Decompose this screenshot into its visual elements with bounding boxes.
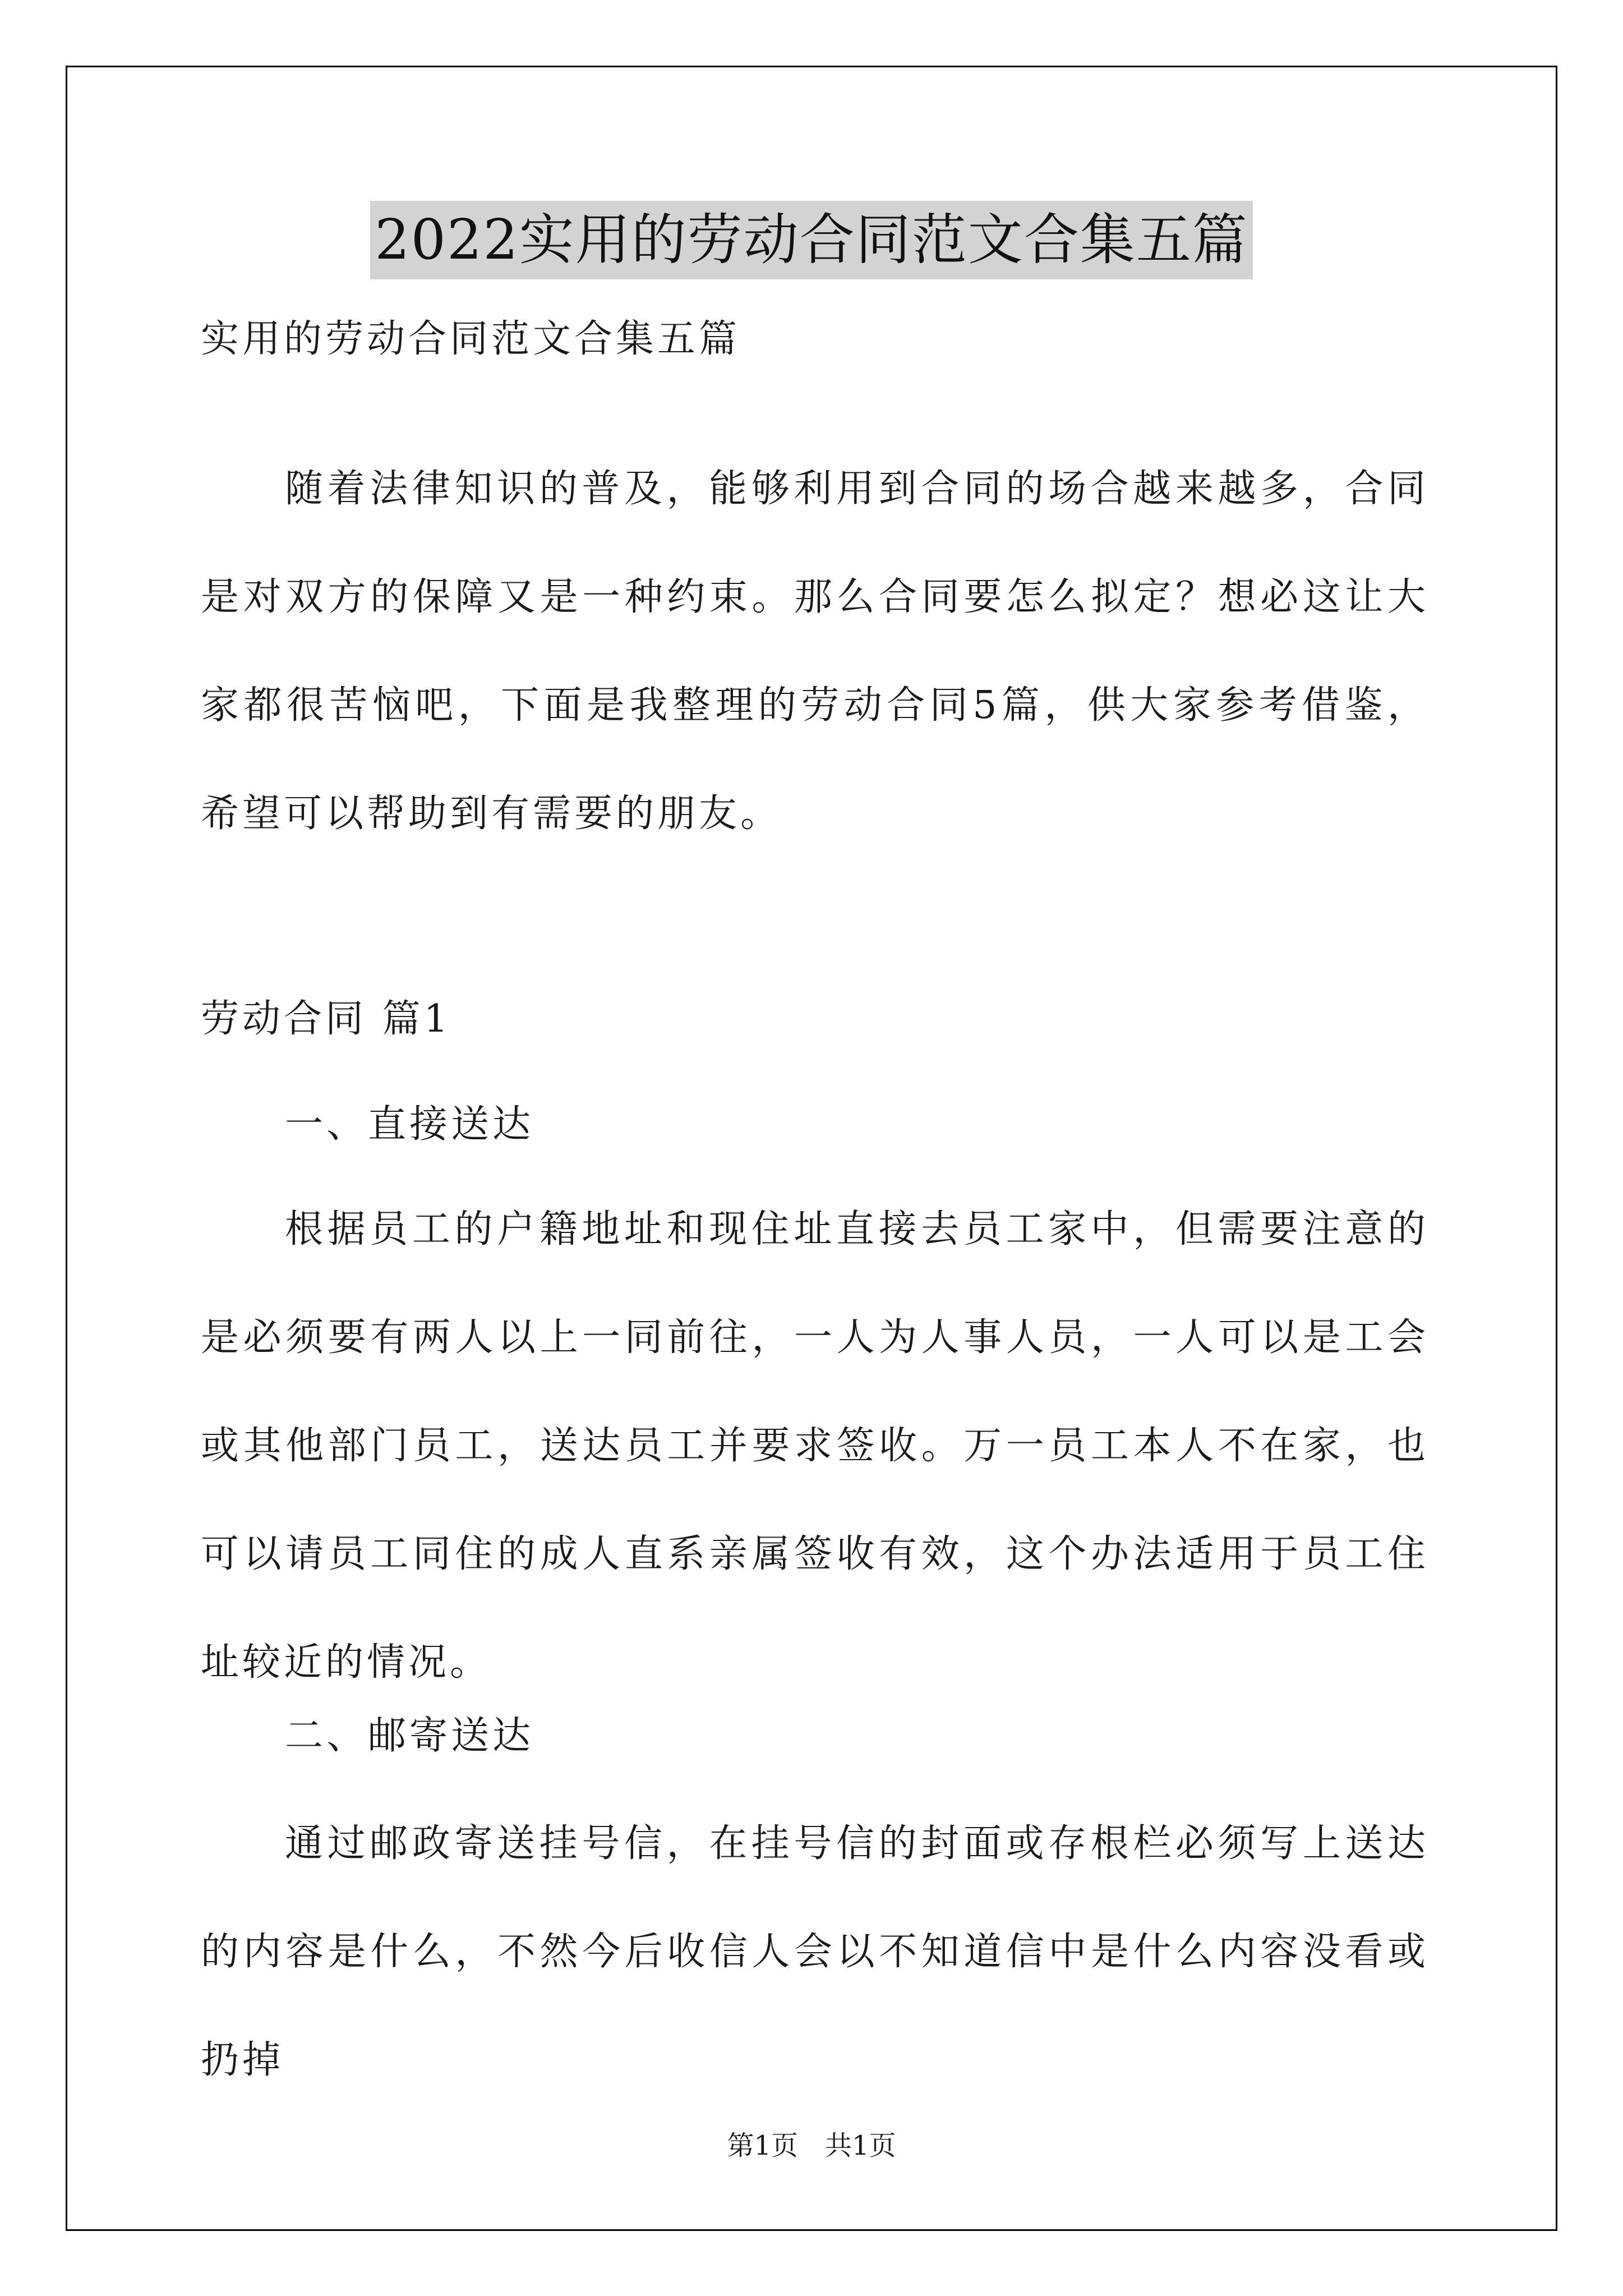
heading-direct-delivery: 一、直接送达 bbox=[285, 1102, 534, 1147]
paragraph-direct-delivery: 根据员工的户籍地址和现住址直接去员工家中，但需要注意的是必须要有两人以上一同前往，一人为人事人员，一人可以是工会或其他部门员工，送达员工并要求签收。万一员工本人不在家，也可以请员工同住的成人直系亲属签收有效，这个办法适用于员工住址较近的情况。 bbox=[201, 1207, 1429, 1685]
document-subtitle: 实用的劳动合同范文合集五篇 bbox=[201, 317, 741, 361]
intro-paragraph: 随着法律知识的普及，能够利用到合同的场合越来越多，合同是对双方的保障又是一种约束。那么合同要怎么拟定？想必这让大家都很苦恼吧，下面是我整理的劳动合同5篇，供大家参考借鉴，希望可以帮助到有需要的朋友。 bbox=[201, 467, 1429, 836]
title-container bbox=[0, 201, 1623, 279]
paragraph-mail-delivery: 通过邮政寄送挂号信，在挂号信的封面或存根栏必须写上送达的内容是什么，不然今后收信人会以不知道信中是什么内容没看或扔掉 bbox=[201, 1821, 1429, 2082]
heading-mail-delivery: 二、邮寄送达 bbox=[285, 1714, 534, 1758]
document-title: 2022实用的劳动合同范文合集五篇 bbox=[370, 201, 1252, 279]
page-footer: 第1页 共1页 bbox=[727, 2130, 896, 2161]
section-title: 劳动合同 篇1 bbox=[201, 997, 451, 1041]
